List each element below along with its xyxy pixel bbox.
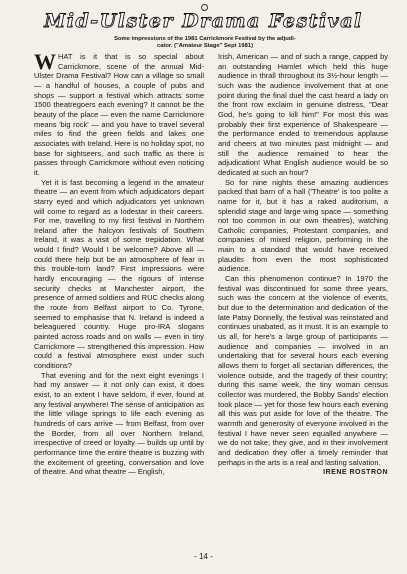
left-column [34,49,204,477]
paragraph: Can this phenomenon continue? In 1970 the festival was discontinued for some three years, such was the concern at the violence of events, but due to the determination and dedication of the late Patsy Donnelly, the festival was reinstated and continues unabated, as it must. It is an example to us all, for here's a large group of participants — audience and companies — involved in an undertaking that for several hours each evening allows them to forget all sectarian differences, the violence outside, and the tragedy of their country; during this same week, the tiny woman census collector was murdered, the Bobby Sands' election took place — yet for those few hours each evening all this was put aside for love of the theatre. The warmth and generosity of everyone involved in the festival I have never seen equalled anywhere — we do not take, they give, and in their involvement and dedication they offer a timely reminder that perhaps in the arts is a real and lasting salvation. [218,274,388,467]
right-column [218,52,388,478]
author-signature: IRENE ROSTRON [323,469,388,477]
paragraph: Yet it is fast becoming a legend in the amateur theatre — an event from which adjudicators depart starry eyed and which adjudicators yet unknown will come to regard as a lodestar in their careers. For me, travelling to my first festival in Northern Ireland after the halcyon festivals of Southern Ireland, it was a visit of some trepidation. What would I find? Would I be welcome? Above all — could there help but be an atmosphere of fear in this trouble-torn land? First impressions were hardly encouraging — the rigours of intense security checks at Manchester airport, the presence of armed soldiers and RUC checks along the route from Belfast airport to Co. Tyrone, seemed to emphasise that N. Ireland is indeed a beleaguered country. Huge pro-IRA slogans painted across roads and on walls — even in tiny Carrickmore — strengthened this impression. How could a festival atmosphere exist under such conditions? [34,177,204,370]
page-number: - 14 - [194,552,213,561]
paragraph: So for nine nights these amazing audiences packed that barn of a hall ('Theatre' is too polite a name for it, but it has a raked auditorium, a splendid stage and large wing space — something not too common in our own theatres), watching Catholic companies, Protestant companies, and companies of mixed religion, performing in the main to a standard that would have received plaudits from even the most sophisticated audience. [218,177,388,274]
subtitle-line-2: cator. ("Amateur Stage" Sept 1981) [156,43,254,49]
paragraph [34,49,204,178]
subtitle-line-1: Some impressions of the 1981 Carrickmore Festival by the adjudi- [114,36,296,42]
paragraph-text: HAT is it that is so special about Carrickmore, scene of the annual Mid-Ulster Drama Festival? How can a village so small — a handful of houses, a couple of pubs and shops — support a festival which attracts some 1500 theatregoers each evening? It cannot be the beauty of the place — even the name Carrickmore means 'big rock' — and you have to travel several miles to find the green fields and lakes one associates with Ireland. Here is no holiday spot, no base for sightseers, and such traffic as there is passes through Carrickmore without even noticing it. [34,52,204,177]
article-subtitle [60,36,350,50]
drop-cap: W [34,49,56,74]
paragraph: That evening and for the next eight evenings I had my answer — it not only can exist, it does exist, to an extent I have seldom, if ever, found at any festival anywhere! The sense of anticipation as the little village springs to life each evening as hundreds of cars arrive — from Belfast, from over the Border, from all over Northern Ireland, irrespective of creed or loyalty — builds up until by performance time the entire theatre is buzzing with the excitement of greeting, conversation and love of theatre. And what theatre — English, [34,370,204,477]
article-title: Mid-Ulster Drama Festival [44,10,363,32]
paragraph: Irish, American — and of such a range, capped by an outstanding Hamlet which held this huge audience in thrall throughout its 3½-hour length — such was the audience involvement that at one point during the final duel the cast heard a lady on the front row exclaim in genuine distress, "Dear God, he's going to kill him!" For most this was probably their first experience of Shakespeare — the performance ended to tremendous applause and cheers at two minutes past midnight — and still the audience remained to hear the adjudication! What English audience would be so dedicated at such an hour? [218,52,388,177]
